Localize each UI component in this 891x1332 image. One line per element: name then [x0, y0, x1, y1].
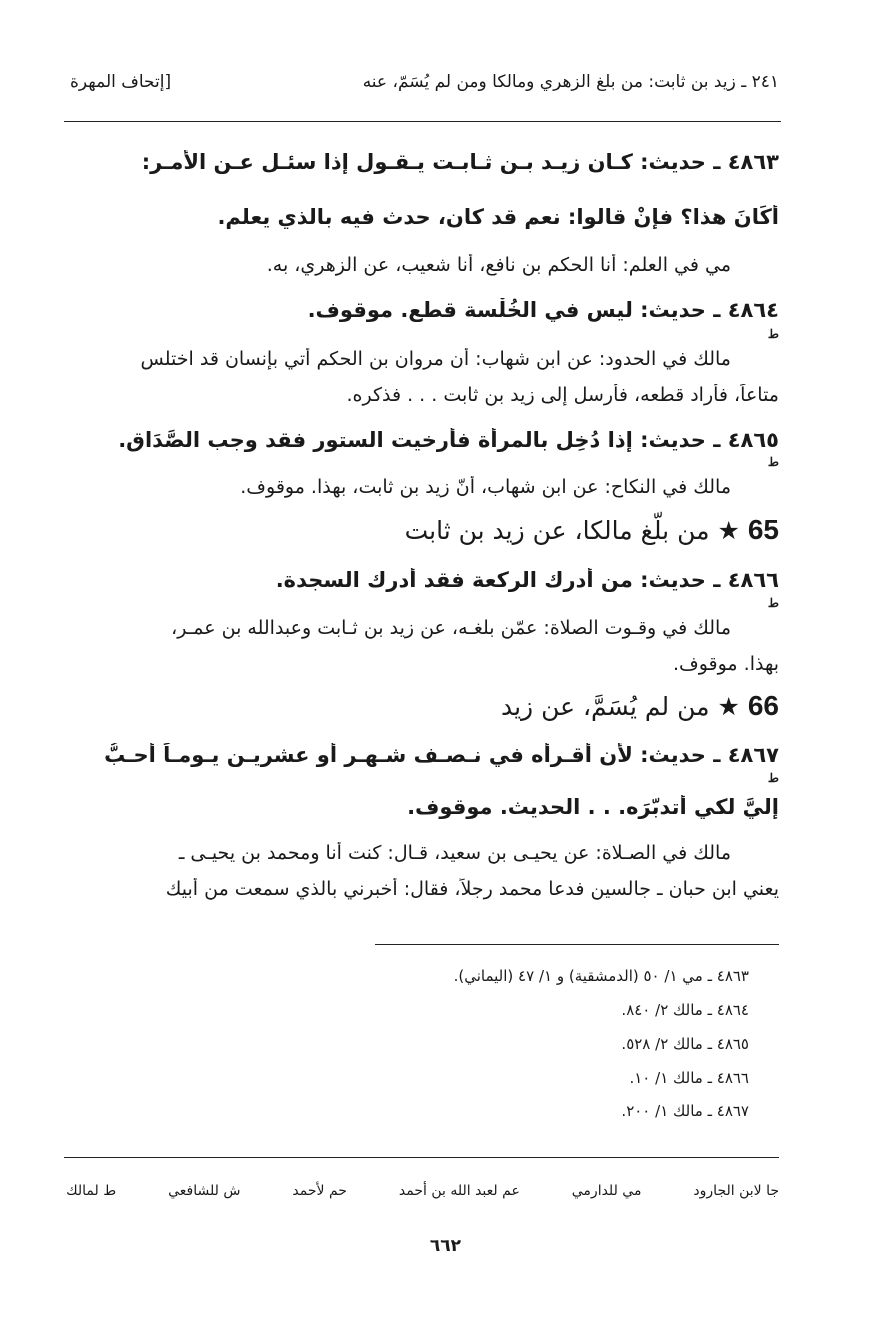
source-line: مي في العلم: أنا الحكم بن نافع، أنا شعيب، عن الزهري، به.: [266, 254, 731, 276]
legend-item: ش للشافعي: [168, 1183, 241, 1199]
source-line: مالك في الصـلاة: عن يحيـى بن سعيد، قـال: كنت أنا ومحمد بن يحيـى ـ: [178, 842, 731, 864]
hadith-4864-heading: ٤٨٦٤ ـ حديث: ليس في الخُلْسة قطع. موقوف.: [307, 298, 779, 322]
section-66-heading: [200, 690, 779, 722]
page-header: [70, 62, 779, 102]
footnote: ٤٨٦٤ ـ مالك ٢/ ٨٤٠.: [621, 1001, 749, 1019]
malik-marker: ط: [767, 455, 779, 469]
book-title: [إتحاف المهرة: [70, 72, 172, 92]
running-title: ٢٤١ ـ زيد بن ثابت: من بلغ الزهري ومالكا ومن لم يُسَمّ، عنه: [362, 72, 779, 92]
hadith-4866-heading: ٤٨٦٦ ـ حديث: من أدرك الركعة فقد أدرك السجدة.: [275, 568, 779, 592]
source-line: متاعاً، فأراد قطعه، فأرسل إلى زيد بن ثابت . . . فذكره.: [346, 384, 779, 406]
header-rule: [64, 121, 781, 122]
section-title: من لم يُسَمَّ، عن زيد: [500, 692, 710, 721]
source-line: مالك في النكاح: عن ابن شهاب، أنّ زيد بن ثابت، بهذا. موقوف.: [240, 476, 731, 498]
footnote: ٤٨٦٥ ـ مالك ٢/ ٥٢٨.: [621, 1035, 749, 1053]
abbreviation-legend: [66, 1176, 779, 1206]
star-icon: ★: [717, 692, 740, 721]
legend-item: جا لابن الجارود: [693, 1183, 779, 1199]
star-icon: ★: [717, 516, 740, 545]
legend-item: عم لعبد الله بن أحمد: [398, 1183, 520, 1199]
page-number: ٦٦٢: [429, 1236, 462, 1256]
malik-marker: ط: [767, 771, 779, 785]
section-number: 66: [747, 690, 779, 721]
legend-item: مي للدارمي: [571, 1183, 642, 1199]
section-title: من بلّغ مالكا، عن زيد بن ثابت: [404, 516, 710, 545]
hadith-4865-heading: ٤٨٦٥ ـ حديث: إذا دُخِل بالمرأة فأُرخيت الستور فقد وجب الصَّدَاق.: [118, 428, 779, 452]
legend-rule: [64, 1157, 779, 1158]
source-line: بهذا. موقوف.: [672, 653, 779, 675]
hadith-4863-text: أَكَانَ هذا؟ فإنْ قالوا: نعم قد كان، حدث فيه بالذي يعلم.: [217, 205, 779, 229]
footnote: ٤٨٦٣ ـ مي ١/ ٥٠ (الدمشقية) و ١/ ٤٧ (اليماني).: [453, 967, 749, 985]
hadith-4867-heading: ٤٨٦٧ ـ حديث: لأن أقـرأه في نـصـف شـهـر أو عشريـن يـومـاً أحـبُّ: [104, 743, 779, 767]
footnote-rule: [375, 944, 779, 945]
source-line: مالك في وقـوت الصلاة: عمّن بلغـه، عن زيد بن ثـابت وعبدالله بن عمـر،: [171, 617, 731, 639]
source-line: يعني ابن حبان ـ جالسين فدعا محمد رجلاً، فقال: أخبرني بالذي سمعت من أبيك: [165, 878, 779, 900]
hadith-4863-heading: ٤٨٦٣ ـ حديث: كـان زيـد بـن ثـابـت يـقـول إذا سئـل عـن الأمـر:: [141, 150, 779, 174]
footnote: ٤٨٦٧ ـ مالك ١/ ٢٠٠.: [621, 1102, 749, 1120]
hadith-4867-text: إليَّ لكي أتدبّرَه. . . الحديث. موقوف.: [407, 795, 779, 819]
section-number: 65: [747, 514, 779, 545]
malik-marker: ط: [767, 596, 779, 610]
section-65-heading: [200, 514, 779, 546]
footnote: ٤٨٦٦ ـ مالك ١/ ١٠.: [629, 1069, 749, 1087]
malik-marker: ط: [767, 327, 779, 341]
legend-item: حم لأحمد: [292, 1183, 347, 1199]
source-line: مالك في الحدود: عن ابن شهاب: أن مروان بن الحكم أُتي بإنسان قد اختلس: [140, 348, 731, 370]
legend-item: ط لمالك: [66, 1183, 117, 1199]
